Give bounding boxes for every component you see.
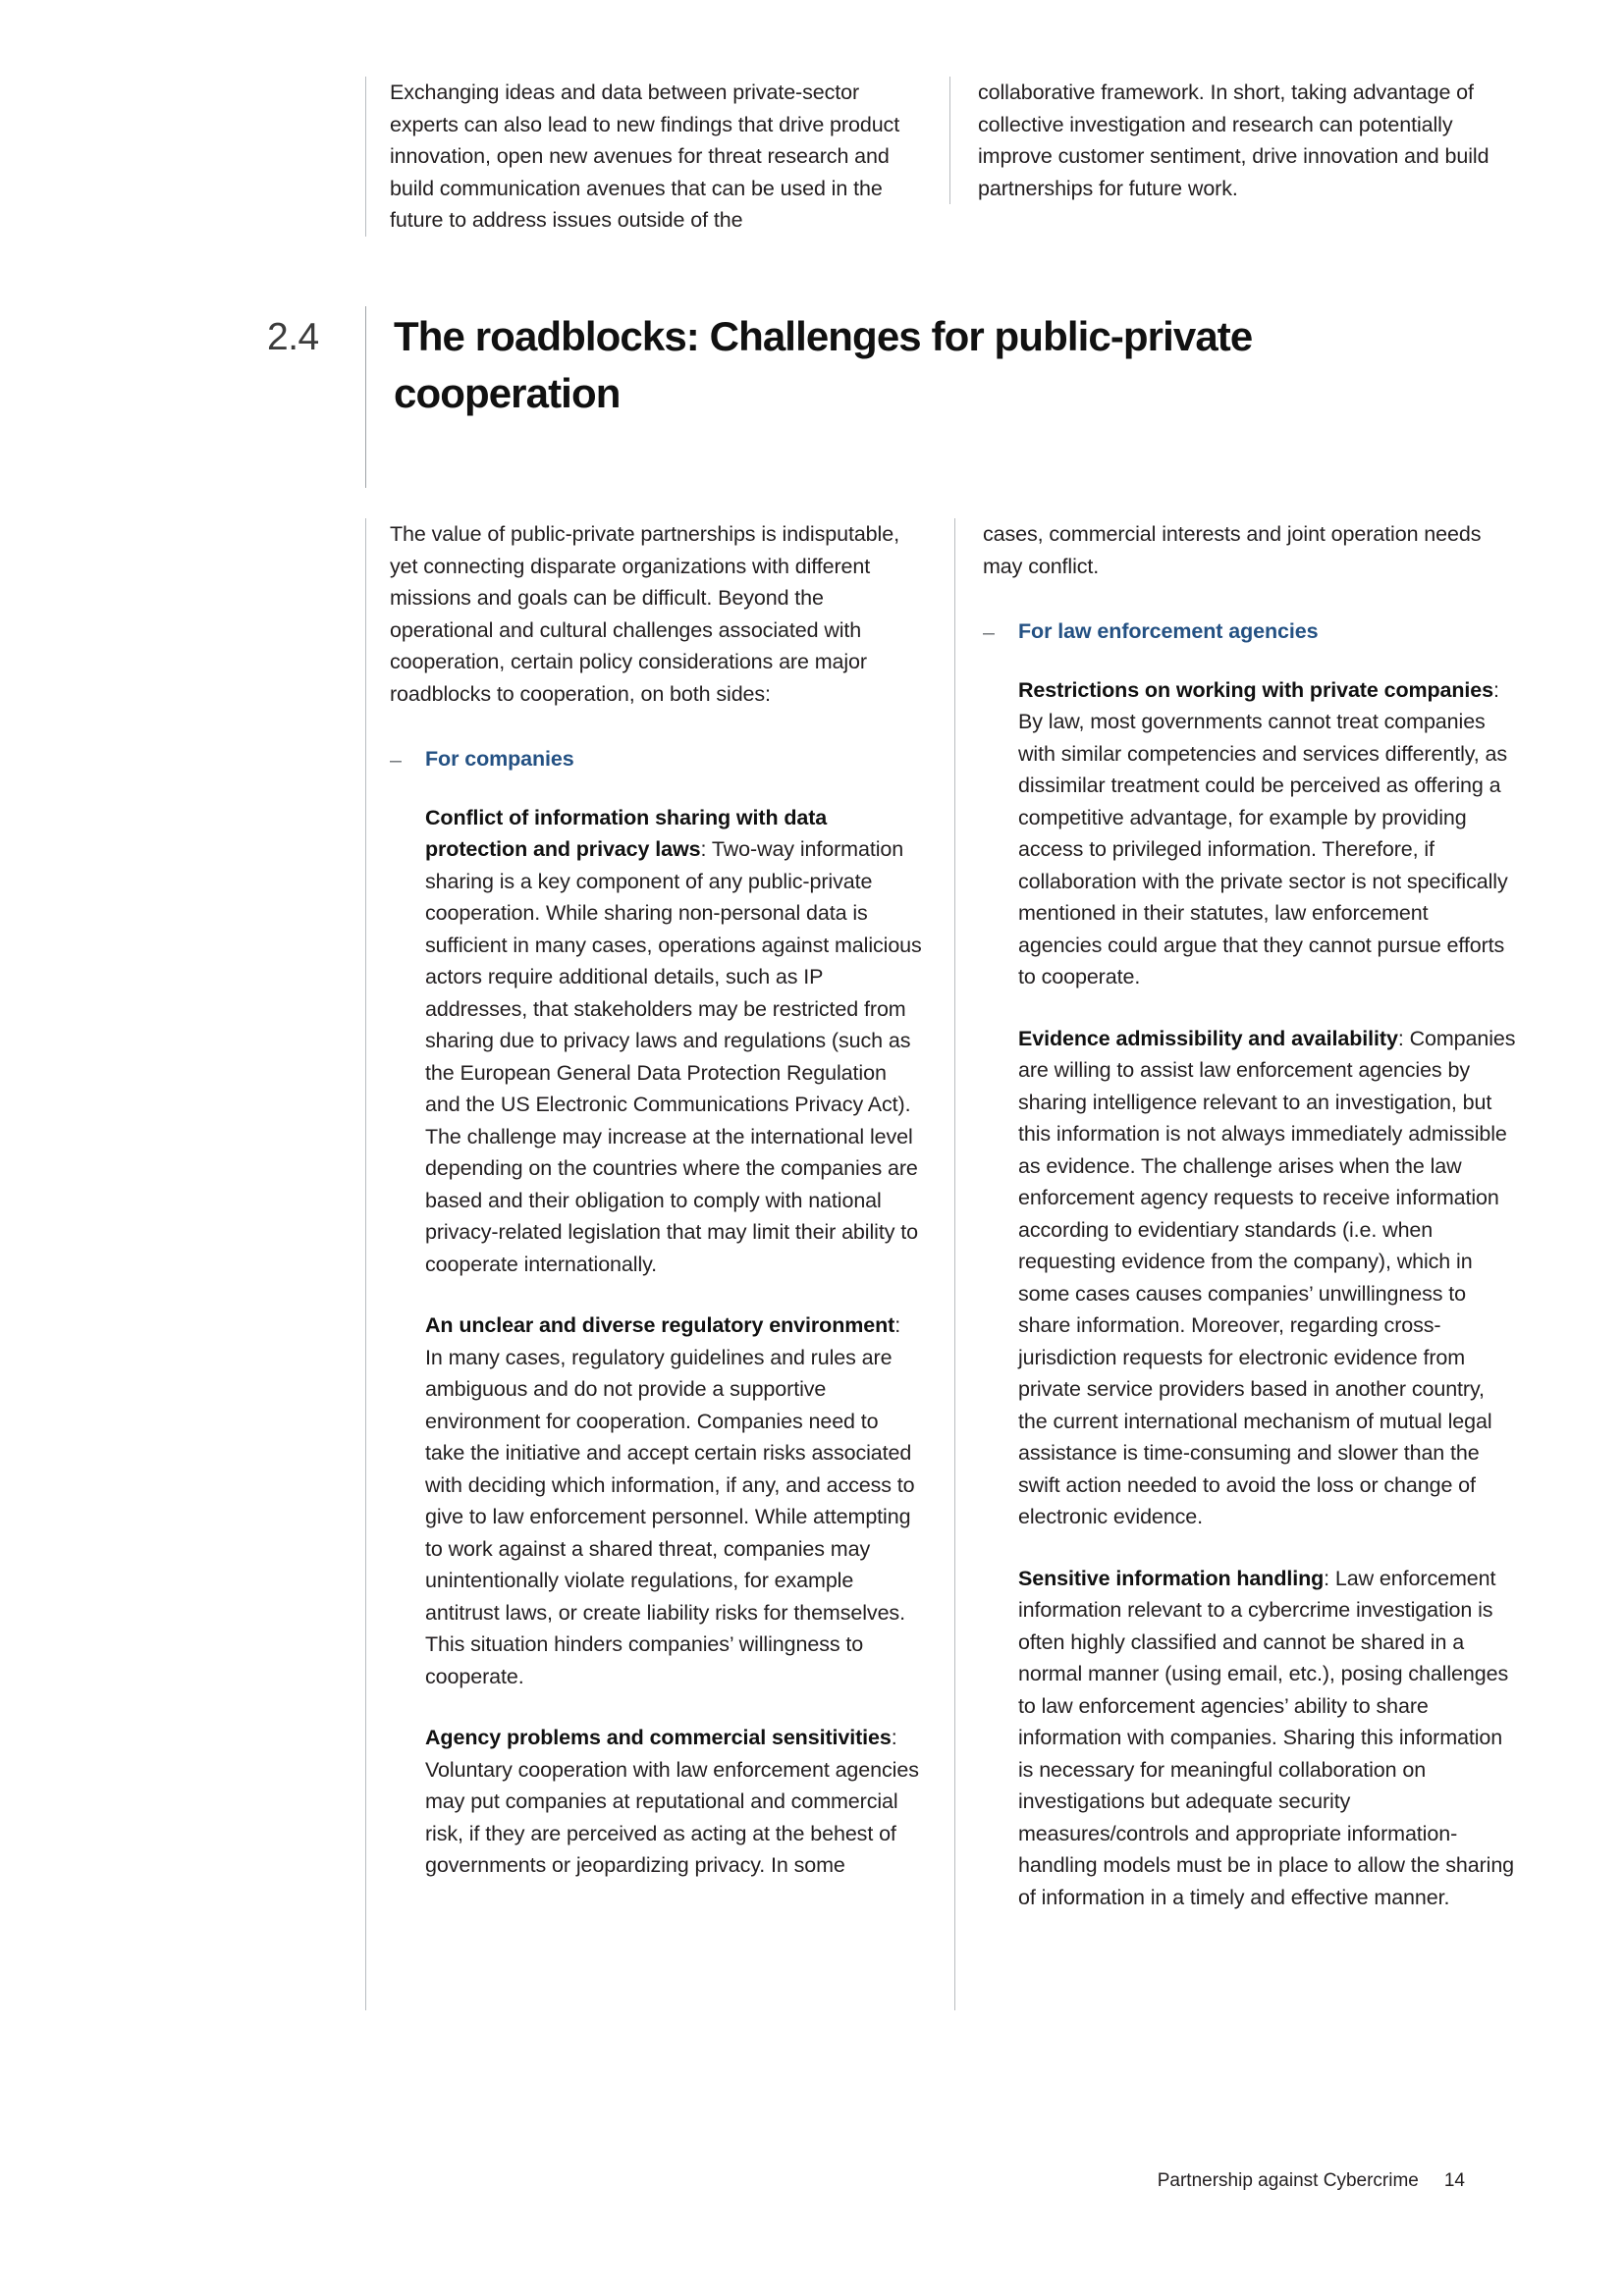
section-heading — [267, 306, 1553, 488]
bullet-label-for-companies: For companies — [425, 747, 574, 771]
item-lead: An unclear and diverse regulatory environment — [425, 1313, 895, 1337]
item-text: : Voluntary cooperation with law enforcement agencies may put companies at reputational and commercial risk, if they are perceived as acting at the behest of governments or jeopardizing privacy. In some — [425, 1726, 919, 1877]
page-footer — [0, 2168, 1624, 2194]
item-lead: Restrictions on working with private companies — [1018, 677, 1494, 702]
right-subitems — [1018, 674, 1516, 1914]
item-lead: Evidence admissibility and availability — [1018, 1026, 1398, 1050]
intro-right-paragraph: collaborative framework. In short, taking advantage of collective investigation and research can potentially improve customer sentiment, drive innovation and build partnerships for future work. — [978, 80, 1489, 200]
item-text: : Companies are willing to assist law enforcement agencies by sharing intelligence relevant to an investigation, but this information is not always immediately admissible as evidence. The challenge arises when the law enforcement agency requests to receive information according to evidentiary standards (i.e. when requesting evidence from the company), which in some cases causes companies’ unwillingness to share information. Moreover, regarding cross-jurisdiction requests for electronic evidence from private service providers based in another country, the current international mechanism of mutual legal assistance is time-consuming and slower than the swift action needed to avoid the loss or change of electronic evidence. — [1018, 1026, 1516, 1528]
left-intro-paragraph: The value of public-private partnerships is indisputable, yet connecting disparate organizations with different missions and goals can be difficult. Beyond the operational and cultural challenges associated with cooperation, certain policy considerations are major roadblocks to cooperation, on both sides: — [390, 522, 899, 706]
intro-columns — [365, 77, 1543, 237]
main-left-column — [365, 518, 954, 2010]
intro-right-column — [949, 77, 1524, 204]
item-text: : Law enforcement information relevant to a cybercrime investigation is often highly classified and cannot be shared in a normal manner (using email, etc.), posing challenges to law enforcement agencies’ ability to share information with companies. Sharing this information is necessary for meaningful collaboration on investigations but adequate security measures/controls and appropriate information-handling models must be in place to allow the sharing of information in a timely and effective manner. — [1018, 1566, 1515, 1909]
intro-left-paragraph: Exchanging ideas and data between private-sector experts can also lead to new findings that drive product innovation, open new avenues for threat research and build communication avenues that can be used in the future to address issues outside of the — [390, 80, 900, 232]
list-item — [425, 802, 923, 1281]
list-item — [425, 1722, 923, 1882]
item-lead: Agency problems and commercial sensitivities — [425, 1726, 892, 1749]
bullet-for-law-enforcement-agencies — [983, 615, 1516, 649]
item-text: : Two-way information sharing is a key component of any public-private cooperation. While sharing non-personal data is sufficient in many cases, operations against malicious actors require additional details, such as IP addresses, that stakeholders may be restricted from sharing due to privacy laws and regulations (such as the European General Data Protection Regulation and the US Electronic Communications Privacy Act). The challenge may increase at the international level depending on the countries where the companies are based and their obligation to comply with national privacy-related legislation that may limit their ability to cooperate internationally. — [425, 837, 922, 1276]
page-title: The roadblocks: Challenges for public-private cooperation — [394, 313, 1253, 416]
section-divider-rule — [365, 306, 366, 488]
bullet-label-for-law-enforcement-agencies: For law enforcement agencies — [1018, 619, 1319, 643]
intro-left-column — [365, 77, 949, 237]
bullet-for-companies — [390, 743, 923, 776]
bullet-dash-icon: – — [983, 620, 995, 644]
list-item — [1018, 1023, 1516, 1533]
list-item — [1018, 674, 1516, 993]
list-item — [1018, 1563, 1516, 1914]
item-lead: Sensitive information handling — [1018, 1566, 1325, 1590]
item-text: : By law, most governments cannot treat companies with similar competencies and services differently, as dissimilar treatment could be perceived as offering a competitive advantage, for example by providing access to privileged information. Therefore, if collaboration with the private sector is not specifically mentioned in their statutes, law enforcement agencies could argue that they cannot pursue efforts to cooperate. — [1018, 677, 1508, 988]
section-number: 2.4 — [267, 316, 319, 358]
footer-page-number: 14 — [1443, 2170, 1465, 2191]
right-continuation-paragraph: cases, commercial interests and joint operation needs may conflict. — [983, 522, 1482, 578]
item-text: : In many cases, regulatory guidelines and rules are ambiguous and do not provide a supportive environment for cooperation. Companies need to take the initiative and accept certain risks associated with deciding which information, if any, and access to give to law enforcement personnel. While attempting to work against a shared threat, companies may unintentionally violate regulations, for example antitrust laws, or create liability risks for themselves. This situation hinders companies’ willingness to cooperate. — [425, 1313, 915, 1688]
footer-document-title: Partnership against Cybercrime — [1157, 2170, 1419, 2191]
bullet-dash-icon: – — [390, 748, 402, 772]
main-right-column — [954, 518, 1534, 2010]
list-item — [425, 1309, 923, 1692]
item-lead: Conflict of information sharing with data protection and privacy laws — [425, 805, 828, 861]
left-subitems — [425, 802, 923, 1882]
main-columns — [365, 518, 1553, 2020]
